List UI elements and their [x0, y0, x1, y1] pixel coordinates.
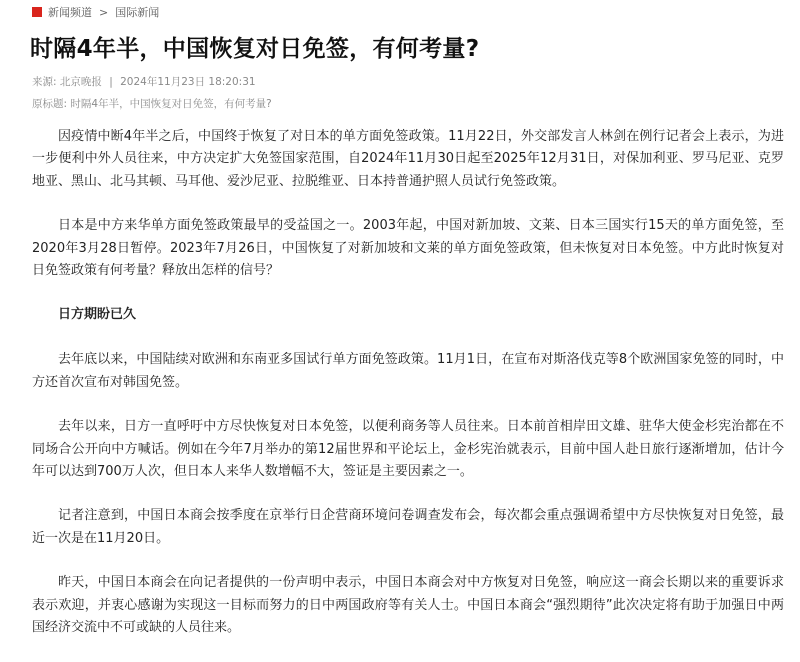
source-label: 来源: — [32, 76, 57, 88]
original-title-link[interactable]: 时隔4年半，中国恢复对日免签，有何考量? — [70, 98, 272, 110]
article-meta-source — [32, 74, 256, 89]
news-logo-icon — [32, 7, 42, 17]
paragraph: 昨天，中国日本商会在向记者提供的一份声明中表示，中国日本商会对中方恢复对日免签，响应这一商会长期以来的重要诉求表示欢迎，并衷心感谢为实现这一目标而努力的日中两国政府等有关人士。中国日本商会“强烈期待”此次决定将有助于加强日中两国经济交流中不可或缺的人员往来。 — [32, 575, 784, 636]
paragraph: 记者注意到，中国日本商会按季度在京举行日企营商环境问卷调查发布会，每次都会重点强调希望中方尽快恢复对日免签，最近一次是在11月20日。 — [32, 508, 784, 546]
source-name: 北京晚报 — [59, 76, 102, 88]
section-heading: 日方期盼已久 — [58, 307, 137, 323]
publish-datetime: 2024年11月23日 18:20:31 — [120, 76, 256, 88]
paragraph: 日本是中方来华单方面免签政策最早的受益国之一。2003年起，中国对新加坡、文莱、日本三国实行15天的单方面免签，至2020年3月28日暂停。2023年7月26日，中国恢复了对新加坡和文莱的单方面免签政策，但未恢复对日本免签。中方此时恢复对日免签政策有何考量？释放出怎样的信号？ — [32, 218, 784, 279]
article-body — [32, 126, 784, 662]
breadcrumb-separator: > — [99, 5, 109, 19]
paragraph: 去年底以来，中国陆续对欧洲和东南亚多国试行单方面免签政策。11月1日，在宣布对斯洛伐克等8个欧洲国家免签的同时，中方还首次宣布对韩国免签。 — [32, 352, 784, 390]
article-title: 时隔4年半，中国恢复对日免签，有何考量? — [30, 36, 480, 62]
paragraph: 因疫情中断4年半之后，中国终于恢复了对日本的单方面免签政策。11月22日，外交部发言人林剑在例行记者会上表示，为进一步便利中外人员往来，中方决定扩大免签国家范围，自2024年11月30日起至2025年12月31日，对保加利亚、罗马尼亚、克罗地亚、黑山、北马其顿、马耳他、爱沙尼亚、拉脱维亚、日本持普通护照人员试行免签政策。 — [32, 129, 784, 189]
article-meta-original — [32, 96, 272, 111]
breadcrumb-news-channel[interactable]: 新闻频道 — [48, 6, 92, 19]
meta-divider: | — [109, 76, 113, 88]
paragraph: 去年以来，日方一直呼吁中方尽快恢复对日本免签，以便利商务等人员往来。日本前首相岸田文雄、驻华大使金杉宪治都在不同场合公开向中方喊话。例如在今年7月举办的第12届世界和平论坛上，金杉宪治就表示，目前中国人赴日旅行逐渐增加，估计今年可以达到700万人次，但日本人来华人数增幅不大，签证是主要因素之一。 — [32, 419, 784, 480]
breadcrumb-international-news[interactable]: 国际新闻 — [115, 6, 160, 19]
breadcrumb — [32, 3, 159, 21]
original-title-label: 原标题: — [32, 98, 68, 110]
